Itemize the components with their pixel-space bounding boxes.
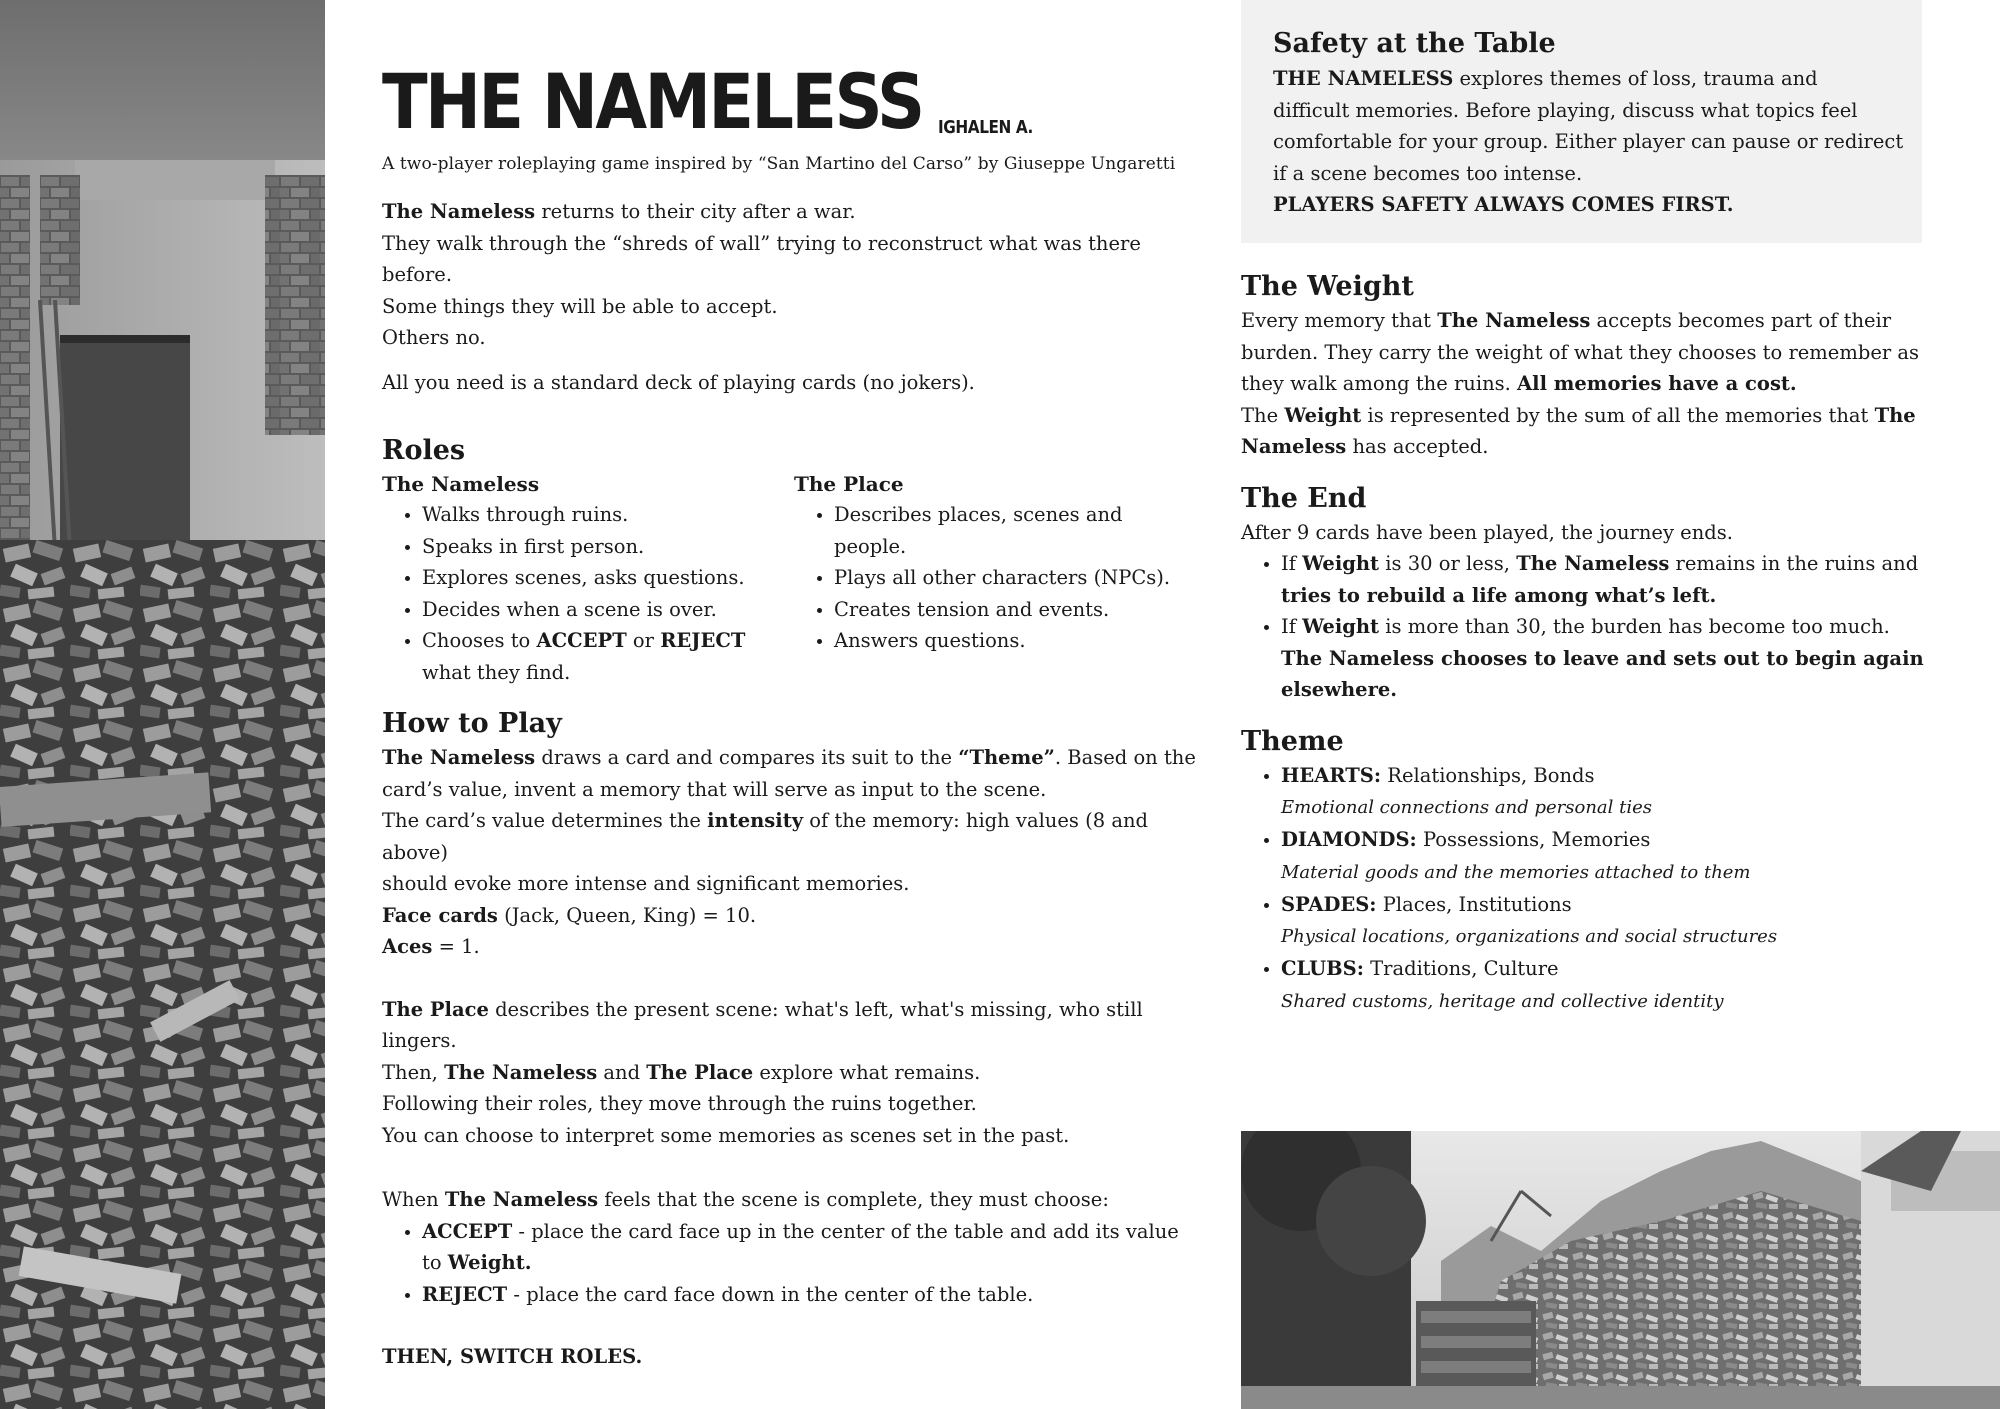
text-run: - place the card face down in the center of the table. — [507, 1282, 1034, 1306]
bold-term: ACCEPT — [536, 629, 627, 652]
intro-requirements: All you need is a standard deck of playing cards (no jokers). — [382, 370, 975, 394]
text-run: Traditions, Culture — [1363, 957, 1559, 980]
text-run: Relationships, Bonds — [1381, 763, 1595, 787]
safety-box — [1241, 0, 1922, 243]
list-item: • Explores scenes, asks questions. — [422, 562, 794, 594]
bold-term: Weight — [1302, 615, 1380, 638]
safety-line — [1273, 189, 1922, 221]
weight-line — [1241, 400, 1941, 432]
text-run: If — [1281, 615, 1303, 638]
weight-line: burden. They carry the weight of what they chooses to remember as — [1241, 340, 1920, 364]
bold-term: The Nameless chooses to leave and sets out to begin again — [1281, 646, 1924, 670]
role-place-title: The Place — [794, 472, 904, 496]
text-run: explores themes of loss, trauma and — [1453, 67, 1818, 90]
text-run: The — [1241, 403, 1285, 427]
ruined-street-photo — [1241, 1131, 2000, 1409]
theme-hearts — [1281, 760, 2000, 825]
theme-description: Material goods and the memories attached to them — [1281, 861, 1751, 883]
text-run: Possessions, Memories — [1416, 828, 1651, 851]
list-item: • Describes places, scenes and people. — [834, 499, 1194, 562]
bold-term: All memories have a cost. — [1517, 372, 1797, 395]
howto-line — [382, 742, 1202, 774]
howto-line — [382, 900, 1202, 932]
howto-line: You can choose to interpret some memories as scenes set in the past. — [382, 1123, 1070, 1147]
bold-term: The Nameless — [1516, 552, 1670, 575]
bold-term: REJECT — [422, 1282, 508, 1306]
bold-term: REJECT — [660, 629, 746, 652]
end-outcome-stay — [1281, 548, 2000, 611]
safety-line: if a scene becomes too intense. — [1273, 161, 1583, 185]
text-run: Then, — [382, 1060, 445, 1084]
theme-list — [1241, 760, 2000, 1018]
theme-heading: Theme — [1241, 725, 1344, 757]
role-place — [794, 469, 1194, 688]
switch-roles — [382, 1341, 1202, 1373]
text-run: draws a card and compares its suit to the — [535, 746, 959, 769]
bold-term: Aces — [382, 935, 433, 958]
bold-term: The — [1874, 403, 1916, 427]
role-nameless-list — [382, 499, 794, 688]
text-run: they walk among the ruins. — [1241, 372, 1518, 395]
weight-line — [1241, 305, 1941, 337]
list-item: • Walks through ruins. — [422, 499, 794, 531]
text-run: is 30 or less, — [1379, 552, 1517, 575]
intro-line — [382, 196, 1202, 228]
right-body — [1241, 243, 2000, 1018]
text-run: describes the present scene: what's left, what's missing, who still lingers. — [382, 997, 1143, 1052]
howto-line — [382, 1057, 1202, 1089]
page-subtitle: A two-player roleplaying game inspired by “San Martino del Carso” by Giuseppe Ungaretti — [382, 154, 1176, 174]
ruined-wall-photo — [0, 0, 325, 1409]
list-item — [422, 625, 794, 688]
text-run: accepts becomes part of their — [1590, 309, 1892, 332]
howto-line: Following their roles, they move through the ruins together. — [382, 1092, 977, 1115]
text-run: remains in the ruins and — [1669, 552, 1919, 575]
weight-heading: The Weight — [1241, 271, 1414, 302]
suit-name: DIAMONDS: — [1281, 828, 1417, 851]
safety-line: difficult memories. Before playing, discuss what topics feel — [1273, 98, 1858, 122]
howto-line: card’s value, invent a memory that will serve as input to the scene. — [382, 777, 1047, 801]
bold-term: ACCEPT — [422, 1219, 513, 1243]
text-run: - place the card face up in the center of the table and add its value — [512, 1219, 1179, 1243]
right-column — [1241, 0, 2000, 1018]
howto-line — [382, 1184, 1202, 1216]
end-line: After 9 cards have been played, the journey ends. — [1241, 520, 1733, 544]
role-nameless-title: The Nameless — [382, 472, 540, 496]
bold-term: The Nameless — [1437, 309, 1591, 332]
bold-term: Face cards — [382, 903, 498, 927]
bold-term: The Place — [382, 997, 489, 1021]
choice-list — [382, 1216, 1202, 1311]
text-run: of the memory: high values (8 and above) — [382, 809, 1148, 864]
bold-term: THEN, SWITCH ROLES. — [382, 1345, 643, 1368]
safety-line: comfortable for your group. Either player can pause or redirect — [1273, 130, 1904, 153]
text-run: and — [597, 1060, 647, 1084]
theme-description: Shared customs, heritage and collective identity — [1281, 990, 1724, 1012]
theme-spades — [1281, 889, 2000, 954]
text-run: When — [382, 1188, 445, 1211]
bold-term: PLAYERS SAFETY ALWAYS COMES FIRST. — [1273, 193, 1734, 216]
list-item: • Plays all other characters (NPCs). — [834, 562, 1194, 594]
suit-name: SPADES: — [1281, 892, 1377, 916]
intro-line: They walk through the “shreds of wall” trying to reconstruct what was there before. — [382, 231, 1141, 286]
text-run: Places, Institutions — [1376, 892, 1572, 916]
list-item: • Decides when a scene is over. — [422, 594, 794, 626]
title-row — [382, 52, 1202, 146]
howto-line: should evoke more intense and significant memories. — [382, 872, 910, 895]
text-run: = 1. — [432, 935, 480, 958]
ruined-wall-illustration — [0, 0, 325, 1409]
text-run: feels that the scene is complete, they must choose: — [598, 1188, 1109, 1211]
theme-diamonds — [1281, 824, 2000, 889]
page-title: THE NAMELESS — [382, 57, 923, 146]
safety-line — [1273, 63, 1922, 95]
list-item: • Answers questions. — [834, 625, 1194, 657]
bold-term: Weight — [1284, 403, 1362, 427]
bold-term: The Nameless — [444, 1188, 599, 1211]
text-run: is represented by the sum of all the memories that — [1361, 403, 1875, 427]
text-run: Every memory that — [1241, 309, 1438, 332]
ruined-street-illustration — [1241, 1131, 2000, 1409]
howto-heading: How to Play — [382, 708, 562, 739]
howto-line — [382, 805, 1202, 868]
author-name: IGHALEN A. — [938, 117, 1034, 138]
roles-heading: Roles — [382, 435, 466, 466]
theme-clubs — [1281, 953, 2000, 1018]
text-run: (Jack, Queen, King) = 10. — [497, 903, 757, 927]
choice-reject — [422, 1279, 1202, 1311]
howto-section — [382, 742, 1202, 1373]
bold-term: Nameless — [1241, 435, 1347, 458]
list-item: • Speaks in first person. — [422, 531, 794, 563]
bold-term: The Nameless — [382, 200, 536, 223]
intro-line: Others no. — [382, 326, 486, 349]
text-run: what they find. — [422, 660, 571, 684]
bold-term: Weight — [1302, 552, 1380, 575]
weight-line — [1241, 431, 1941, 463]
howto-line — [382, 994, 1202, 1057]
role-nameless — [382, 469, 794, 688]
bold-term: “Theme” — [958, 746, 1055, 769]
end-outcome-leave — [1281, 611, 2000, 706]
howto-line — [382, 931, 1202, 963]
text-run: . Based on the — [1054, 746, 1196, 769]
text-run: returns to their city after a war. — [535, 200, 856, 223]
text-run: If — [1281, 552, 1303, 575]
role-place-list — [794, 499, 1194, 657]
theme-description: Physical locations, organizations and social structures — [1281, 926, 1778, 947]
bold-term: The Nameless — [382, 746, 536, 769]
bold-term: intensity — [707, 809, 804, 832]
list-item: • Creates tension and events. — [834, 594, 1194, 626]
bold-term: The Place — [646, 1060, 754, 1084]
bold-term: elsewhere. — [1281, 678, 1398, 701]
intro-line: Some things they will be able to accept. — [382, 294, 778, 318]
text-run: is more than 30, the burden has become too much. — [1379, 615, 1890, 638]
text-run: or — [626, 629, 661, 652]
choice-accept — [422, 1216, 1202, 1279]
bold-term: Weight. — [447, 1251, 532, 1274]
safety-heading: Safety at the Table — [1273, 28, 1556, 59]
weight-line — [1241, 368, 1941, 400]
suit-name: CLUBS: — [1281, 957, 1364, 980]
text-run: Chooses to — [422, 629, 537, 652]
bold-term: The Nameless — [444, 1060, 598, 1084]
end-list — [1241, 548, 2000, 706]
main-column — [382, 52, 1202, 1373]
end-heading: The End — [1241, 482, 1367, 514]
text-run: has accepted. — [1346, 435, 1489, 458]
suit-name: HEARTS: — [1281, 763, 1382, 787]
text-run: The card’s value determines the — [382, 809, 708, 832]
bold-term: THE NAMELESS — [1273, 67, 1454, 90]
bold-term: tries to rebuild a life among what’s left. — [1281, 583, 1717, 607]
text-run: explore what remains. — [753, 1060, 981, 1084]
intro-section — [382, 196, 1202, 398]
theme-description: Emotional connections and personal ties — [1281, 797, 1652, 818]
roles-section — [382, 469, 1202, 688]
text-run: to — [422, 1251, 448, 1274]
